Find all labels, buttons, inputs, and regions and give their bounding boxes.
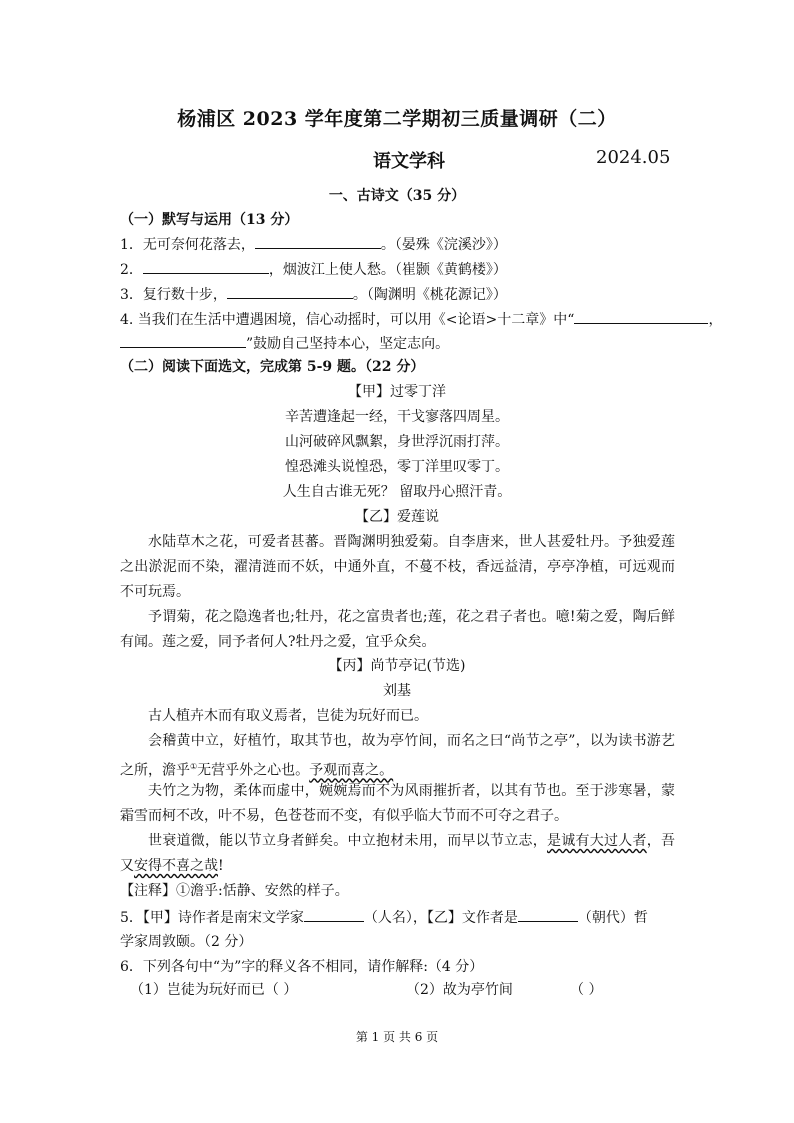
q1-text: 1．无可奈何花落去， (120, 237, 255, 253)
text-c-author: 刘基 (383, 683, 411, 699)
question-6-item-2: （2）故为亭竹间 (406, 982, 513, 998)
exam-date: 2024.05 (596, 147, 671, 168)
q4-text: 4. 当我们在生活中遭遇困境，信心动摇时，可以用《<论语>十二章》中“ (120, 312, 575, 328)
text-c-title: 【丙】尚节亭记(节选) (328, 658, 466, 674)
q4-comma: ， (708, 312, 723, 328)
question-6: 6．下列各句中“为”字的释义各不相同，请作解释:（4 分） (120, 959, 484, 975)
para4-text: ! (218, 858, 224, 874)
poem-line: 人生自古谁无死？ 留取丹心照汗青。 (282, 484, 512, 500)
text-c-para-2 (120, 729, 675, 784)
poem-line: 辛苦遭逢起一经，干戈寥落四周星。 (285, 409, 509, 425)
text-c-para-3: 夫竹之为物，柔体而虚中，婉婉焉而不为风雨摧折者，以其有节也。至于涉寒暑，蒙霜雪而柯不改，叶不易，色苍苍而不变，有似乎临大节而不可夺之君子。 (120, 783, 675, 824)
text-c-para-4 (120, 829, 675, 879)
poem-title: 【甲】过零丁洋 (348, 384, 446, 400)
subject-label: 语文学科 (373, 151, 445, 172)
q3-source: 。（陶渊明《桃花源记》） (352, 287, 507, 303)
para4-marked-phrase: 安得不喜之哉 (134, 858, 218, 874)
question-5 (120, 907, 648, 928)
question-6-item-1: （1）岂徒为玩好而已（ ） (130, 982, 298, 998)
q3-blank[interactable] (227, 284, 353, 299)
question-2 (120, 259, 507, 280)
section-heading: 一、古诗文（35 分） (328, 188, 466, 204)
q5-text: （朝代）哲 (577, 910, 648, 926)
exam-title: 杨浦区 2023 学年度第二学期初三质量调研（二） (177, 108, 617, 130)
page-footer: 第 1 页 共 6 页 (355, 1030, 439, 1044)
q1-source: 。（晏殊《浣溪沙》） (380, 237, 507, 253)
para2-marked-sentence: 予观而喜之。 (309, 762, 394, 779)
question-3 (120, 284, 507, 305)
text-b-para-1: 水陆草木之花，可爱者甚蕃。晋陶渊明独爱菊。自李唐来，世人甚爱牡丹。予独爱莲之出淤泥而不染，濯清涟而不妖，中通外直，不蔓不枝，香远益清，亭亭净植，可远观而不可玩焉。 (120, 534, 675, 600)
q4-blank-2[interactable] (120, 333, 246, 348)
part1-heading: （一）默写与运用（13 分） (120, 212, 299, 228)
q2-blank[interactable] (143, 259, 269, 274)
q5-blank-2[interactable] (518, 907, 578, 922)
footnote-marker: ① (190, 762, 198, 771)
text-c-para-1: 古人植卉木而有取义焉者，岂徒为玩好而已。 (148, 708, 428, 724)
text-b-para-2: 予谓菊，花之隐逸者也;牡丹，花之富贵者也;莲，花之君子者也。噫!菊之爱，陶后鲜有闻。莲之爱，同予者何人?牡丹之爱，宜乎众矣。 (120, 609, 675, 650)
q5-blank-1[interactable] (304, 907, 364, 922)
q2-text: 2． (120, 262, 143, 278)
q3-text: 3．复行数十步， (120, 287, 227, 303)
question-5-line2: 学家周敦颐。（2 分） (120, 934, 253, 950)
para2-text: 无营乎外之心也。 (197, 762, 310, 779)
question-4-line2 (120, 333, 449, 354)
question-6-item-2-answer[interactable]: （ ） (570, 982, 603, 998)
part2-heading: （二）阅读下面选文，完成第 5-9 题。（22 分） (120, 359, 425, 375)
q2-source: ，烟波江上使人愁。（崔颢《黄鹤楼》） (268, 262, 507, 278)
question-4 (120, 309, 722, 330)
poem-line: 惶恐滩头说惶恐，零丁洋里叹零丁。 (285, 459, 509, 475)
q4-text-2: ”鼓励自己坚持本心，坚定志向。 (246, 336, 450, 352)
q4-blank-1[interactable] (574, 309, 708, 324)
para2-text: 会稽黄中立，好植竹，取其节也，故为亭竹间，而名之曰“尚节之亭”，以为读书游艺之所，澹乎 (120, 733, 675, 779)
q5-text: 5．【甲】诗作者是南宋文学家 (120, 910, 304, 926)
para4-text: ，吾又 (120, 833, 675, 874)
q1-blank[interactable] (255, 234, 381, 249)
text-b-title: 【乙】爱莲说 (355, 509, 439, 525)
para4-text: 世衰道微，能以节立身者鲜矣。中立抱材未用，而早以节立志， (148, 833, 547, 849)
para4-marked-phrase: 是诚有大过人者 (547, 833, 647, 849)
q5-text: （人名），【乙】文作者是 (363, 910, 518, 926)
question-1 (120, 234, 507, 255)
footnote: 【注释】①澹乎:恬静、安然的样子。 (120, 883, 349, 899)
poem-line: 山河破碎风飘絮，身世浮沉雨打萍。 (285, 434, 509, 450)
